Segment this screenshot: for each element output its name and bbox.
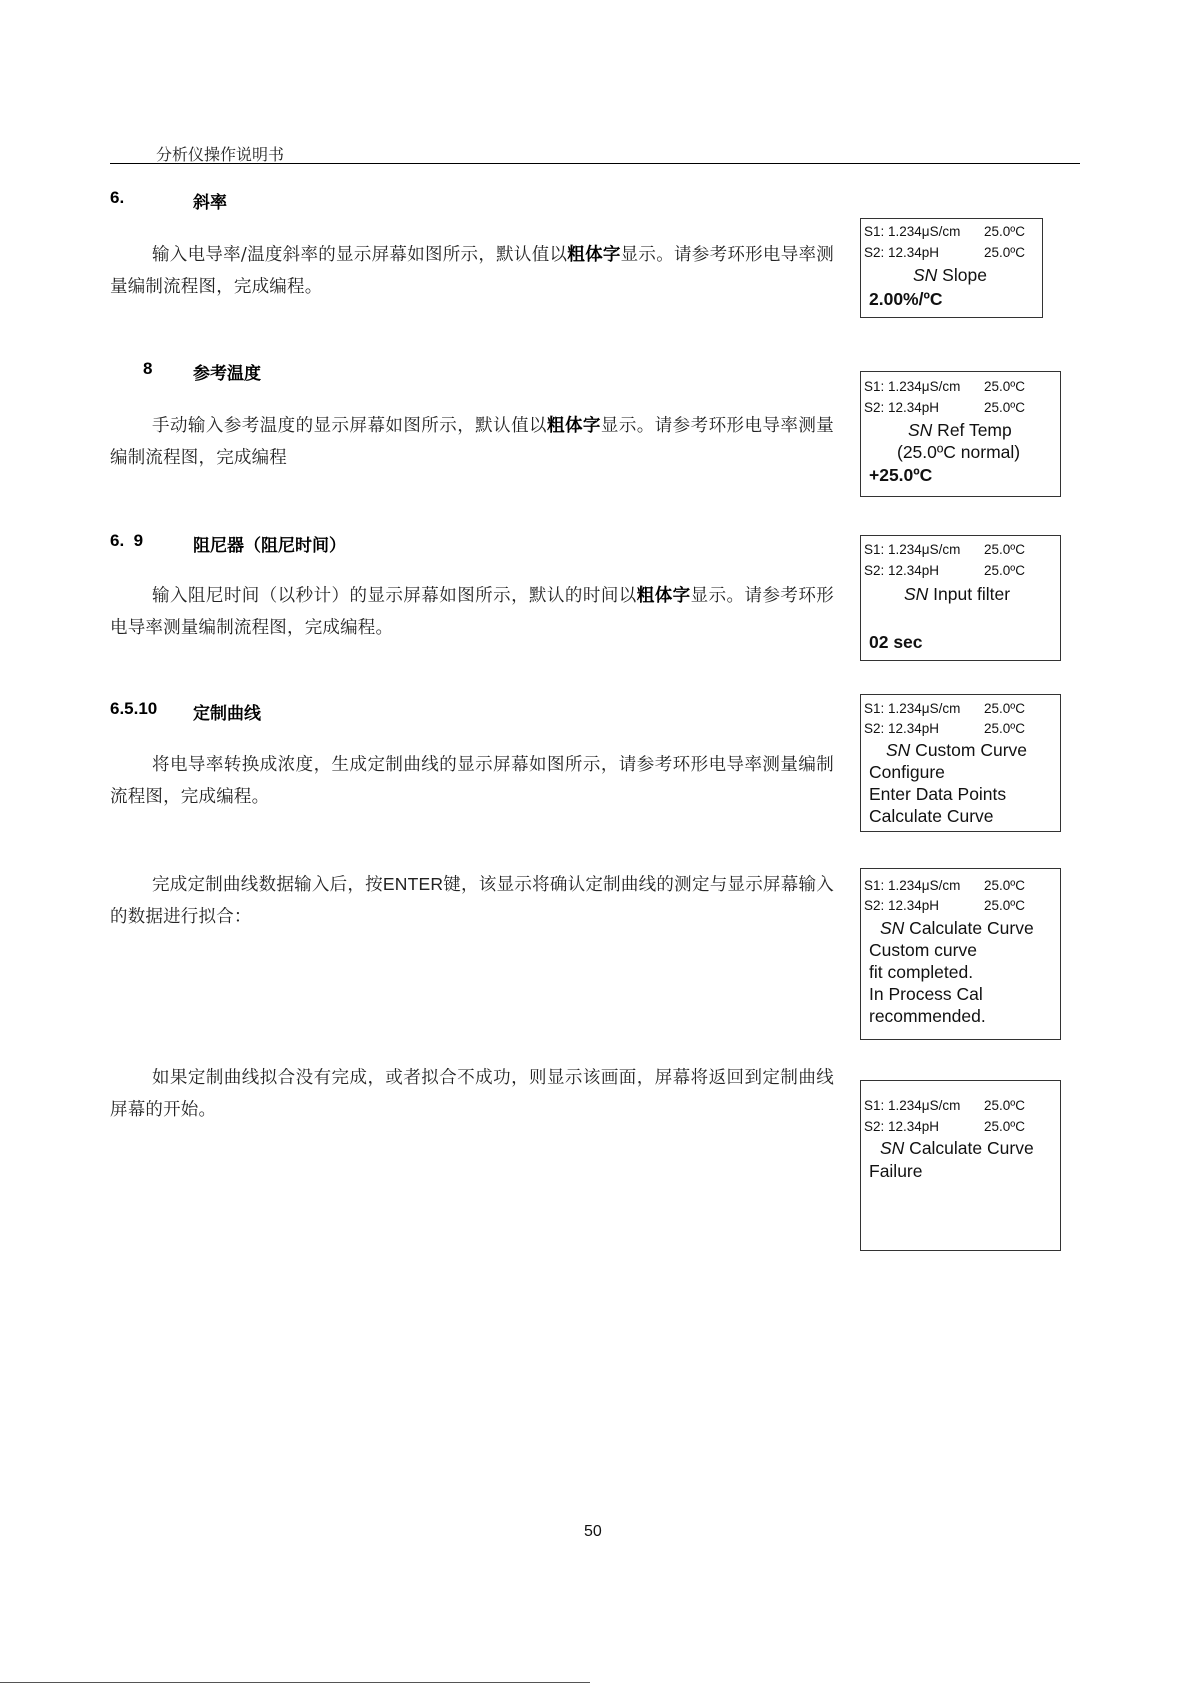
heading-number: 6.	[110, 188, 125, 207]
lcd-s2: S2: 12.34pH	[864, 721, 940, 736]
lcd-screen-fail	[860, 1080, 1061, 1251]
lcd-s1-row	[864, 224, 1025, 239]
lcd-screen-calc	[860, 868, 1061, 1040]
lcd-temp: 25.0ºC	[984, 898, 1025, 913]
lcd-temp: 25.0ºC	[984, 1098, 1025, 1113]
lcd-sn: SN	[904, 584, 929, 604]
lcd-s1-row	[864, 878, 1025, 893]
lcd-s1: S1: 1.234μS/cm	[864, 379, 961, 394]
paragraph-text: 完成定制曲线数据输入后，按	[152, 875, 383, 895]
lcd-line: Custom curve	[869, 940, 977, 960]
paragraph-slope	[110, 239, 834, 303]
lcd-temp: 25.0ºC	[984, 701, 1025, 716]
lcd-sn: SN	[886, 740, 911, 760]
lcd-s1-row	[864, 701, 1025, 716]
heading-reftemp	[143, 359, 261, 384]
lcd-line: recommended.	[869, 1006, 986, 1026]
paragraph-curve-3: 如果定制曲线拟合没有完成，或者拟合不成功，则显示该画面，屏幕将返回到定制曲线屏幕的开始。	[110, 1068, 834, 1120]
lcd-s2: S2: 12.34pH	[864, 898, 940, 913]
paragraph-damping	[110, 580, 834, 644]
lcd-s1: S1: 1.234μS/cm	[864, 1098, 961, 1113]
heading-slope	[110, 188, 227, 213]
lcd-sn: SN	[913, 265, 938, 285]
lcd-s2-row	[864, 721, 1025, 736]
heading-number: 8	[143, 359, 153, 378]
lcd-line: Configure	[869, 762, 945, 782]
lcd-s2: S2: 12.34pH	[864, 1119, 940, 1134]
paragraph-text: 显示。请参考环形电导率测量编制流程图，完成编程。	[110, 245, 834, 297]
heading-title: 参考温度	[193, 364, 261, 384]
paragraph-text: 显示。请参考环形电导率测量编制流程图，完成编程。	[110, 586, 834, 638]
lcd-s1-row	[864, 379, 1025, 394]
lcd-title-text: Custom Curve	[910, 740, 1028, 760]
bold-text: 粗体字	[546, 416, 601, 436]
heading-title: 斜率	[193, 193, 227, 213]
paragraph-text: 键，该显示将确认定制曲线的测定与显示屏幕输入的数据进行拟合：	[110, 875, 834, 927]
lcd-value: 02 sec	[869, 632, 923, 652]
enter-key-text: ENTER	[382, 874, 444, 894]
lcd-title	[913, 265, 987, 286]
lcd-s2: S2: 12.34pH	[864, 400, 940, 415]
lcd-sn: SN	[880, 918, 905, 938]
lcd-temp: 25.0ºC	[984, 224, 1025, 239]
bold-text: 粗体字	[567, 245, 621, 265]
heading-number: 6. 9	[110, 531, 144, 550]
lcd-title-text: Ref Temp	[932, 420, 1012, 440]
lcd-title	[908, 420, 1012, 441]
lcd-value: 2.00%/ºC	[869, 289, 943, 309]
lcd-title	[886, 740, 1027, 761]
lcd-title-text: Input filter	[928, 584, 1011, 604]
heading-curve	[110, 699, 261, 724]
paragraph-text: 手动输入参考温度的显示屏幕如图所示，默认值以	[152, 416, 547, 436]
lcd-line: In Process Cal	[869, 984, 983, 1004]
lcd-temp: 25.0ºC	[984, 379, 1025, 394]
lcd-screen-slope	[860, 218, 1043, 318]
lcd-screen-filter	[860, 535, 1061, 661]
lcd-screen-reftemp	[860, 371, 1061, 497]
heading-damping	[110, 531, 346, 556]
lcd-title	[904, 584, 1010, 605]
lcd-line: fit completed.	[869, 962, 974, 982]
lcd-line: Failure	[869, 1161, 923, 1181]
lcd-temp: 25.0ºC	[984, 878, 1025, 893]
bold-text: 粗体字	[636, 586, 691, 606]
lcd-title-text: Slope	[937, 265, 987, 285]
lcd-temp: 25.0ºC	[984, 245, 1025, 260]
heading-number: 6.5.10	[110, 699, 158, 718]
lcd-s1: S1: 1.234μS/cm	[864, 701, 961, 716]
lcd-s2-row	[864, 1119, 1025, 1134]
lcd-s2: S2: 12.34pH	[864, 245, 940, 260]
lcd-s1: S1: 1.234μS/cm	[864, 224, 961, 239]
lcd-sn: SN	[908, 420, 933, 440]
paragraph-curve-2	[110, 868, 834, 933]
lcd-line: Calculate Curve	[869, 806, 994, 826]
lcd-line: (25.0ºC normal)	[897, 442, 1021, 462]
lcd-temp: 25.0ºC	[984, 563, 1025, 578]
lcd-s1-row	[864, 542, 1025, 557]
lcd-title	[880, 1138, 1034, 1159]
lcd-s1-row	[864, 1098, 1025, 1113]
header-title: 分析仪操作说明书	[156, 145, 285, 164]
page-number: 50	[584, 1523, 602, 1540]
lcd-s2-row	[864, 563, 1025, 578]
lcd-s2-row	[864, 898, 1025, 913]
paragraph-text: 输入电导率/温度斜率的显示屏幕如图所示，默认值以	[152, 245, 568, 265]
paragraph-text: 显示。请参考环形电导率测量编制流程图，完成编程	[110, 416, 834, 468]
lcd-s1: S1: 1.234μS/cm	[864, 542, 961, 557]
lcd-s2-row	[864, 245, 1025, 260]
lcd-title-text: Calculate Curve	[904, 1138, 1034, 1158]
lcd-screen-custom	[860, 694, 1061, 832]
paragraph-curve-1: 将电导率转换成浓度，生成定制曲线的显示屏幕如图所示，请参考环形电导率测量编制流程图，完成编程。	[110, 755, 834, 807]
paragraph-text: 输入阻尼时间（以秒计）的显示屏幕如图所示，默认的时间以	[152, 586, 637, 606]
header-rule	[110, 163, 1080, 164]
lcd-title	[880, 918, 1034, 939]
footer-rule	[0, 1682, 590, 1683]
lcd-temp: 25.0ºC	[984, 721, 1025, 736]
lcd-s2: S2: 12.34pH	[864, 563, 940, 578]
lcd-s2-row	[864, 400, 1025, 415]
lcd-value: +25.0ºC	[869, 465, 933, 485]
lcd-temp: 25.0ºC	[984, 400, 1025, 415]
lcd-temp: 25.0ºC	[984, 1119, 1025, 1134]
heading-title: 定制曲线	[193, 704, 261, 724]
lcd-s1: S1: 1.234μS/cm	[864, 878, 961, 893]
lcd-title-text: Calculate Curve	[904, 918, 1034, 938]
lcd-sn: SN	[880, 1138, 905, 1158]
paragraph-reftemp	[110, 410, 834, 474]
lcd-line: Enter Data Points	[869, 784, 1007, 804]
lcd-temp: 25.0ºC	[984, 542, 1025, 557]
heading-title: 阻尼器（阻尼时间）	[193, 536, 346, 556]
